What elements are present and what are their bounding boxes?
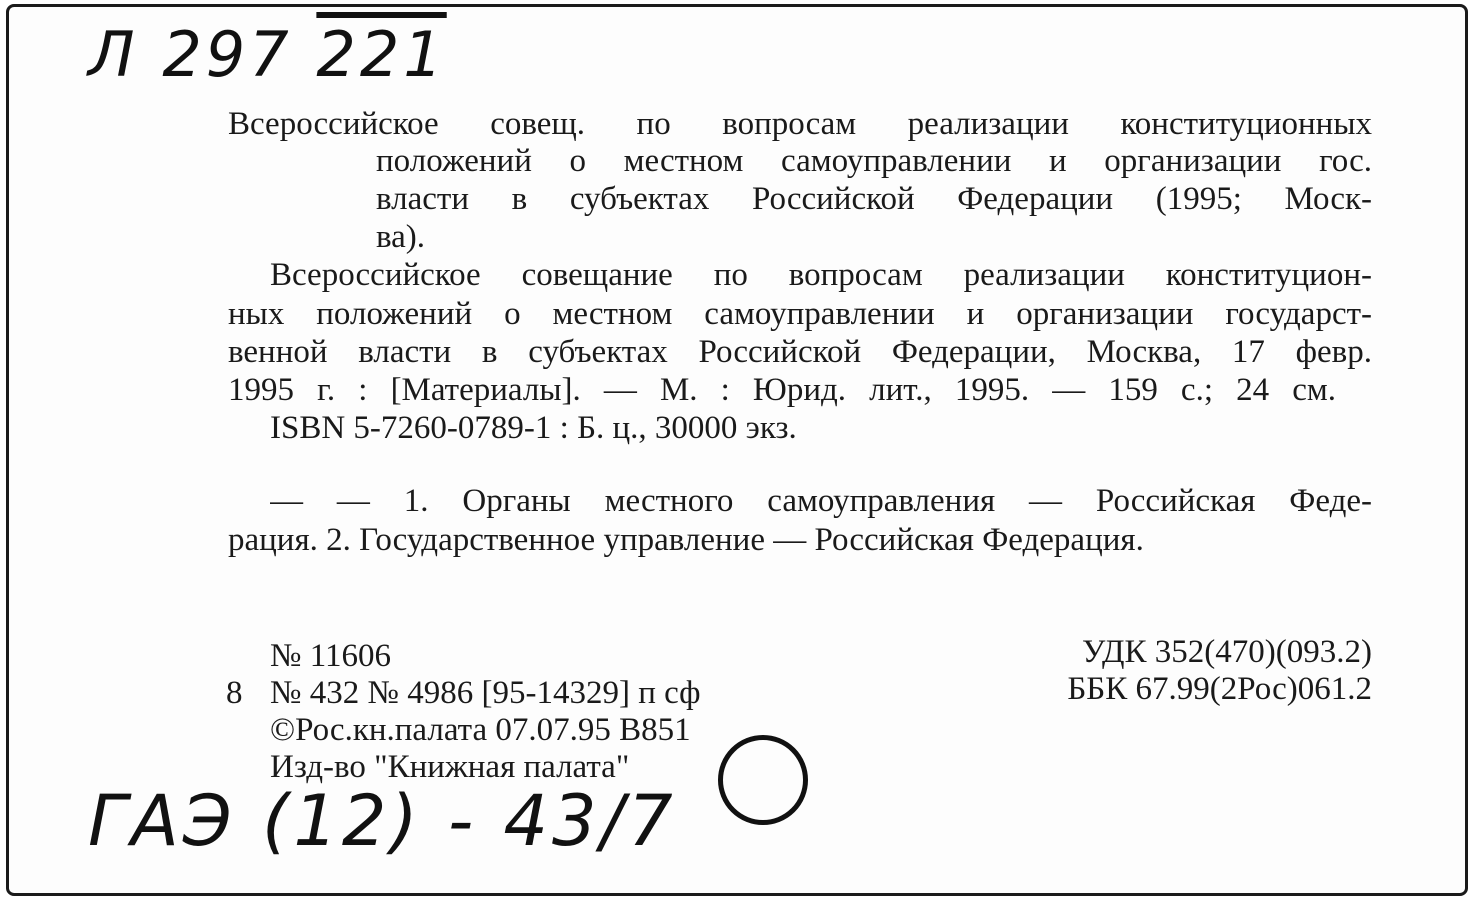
publisher-line: Изд-во "Книжная палата" — [270, 749, 630, 785]
bbk-index: ББК 67.99(2Рос)061.2 — [1067, 671, 1372, 707]
call-number-fraction: 221 — [316, 18, 447, 91]
heading-line-4: ва). — [376, 219, 426, 255]
order-count: 8 — [226, 675, 243, 711]
call-number: Л 297 221 — [88, 18, 447, 91]
record-number: № 11606 — [270, 638, 392, 674]
order-line: № 432 № 4986 [95-14329] п сф — [270, 675, 701, 711]
inventory-mark: ГАЭ (12) - 43/7 — [88, 780, 677, 862]
copyright-line: ©Рос.кн.палата 07.07.95 B851 — [270, 712, 691, 748]
udc-index: УДК 352(470)(093.2) — [1081, 634, 1372, 670]
heading-line-2: положений о местном самоуправлении и организации гос. — [376, 145, 1372, 179]
heading-line-3: власти в субъектах Российской Федерации (1995; Моск- — [376, 183, 1372, 217]
subject-line-1: — — 1. Органы местного самоуправления — Российская Феде- — [270, 485, 1372, 519]
title-line-3: венной власти в субъектах Российской Федерации, Москва, 17 февр. — [228, 336, 1372, 370]
title-line-1: Всероссийское совещание по вопросам реализации конституцион- — [270, 259, 1372, 293]
heading-line-1: Всероссийское совещ. по вопросам реализации конституционных — [228, 108, 1372, 142]
title-line-2: ных положений о местном самоуправлении и организации государст- — [228, 298, 1372, 332]
isbn-line: ISBN 5-7260-0789-1 : Б. ц., 30000 экз. — [270, 410, 797, 446]
circle-stamp-icon — [718, 735, 808, 825]
subject-line-2: рация. 2. Государственное управление — Российская Федерация. — [228, 522, 1144, 558]
title-line-4: 1995 г. : [Материалы]. — М. : Юрид. лит., 1995. — 159 с.; 24 см. — [228, 374, 1336, 408]
